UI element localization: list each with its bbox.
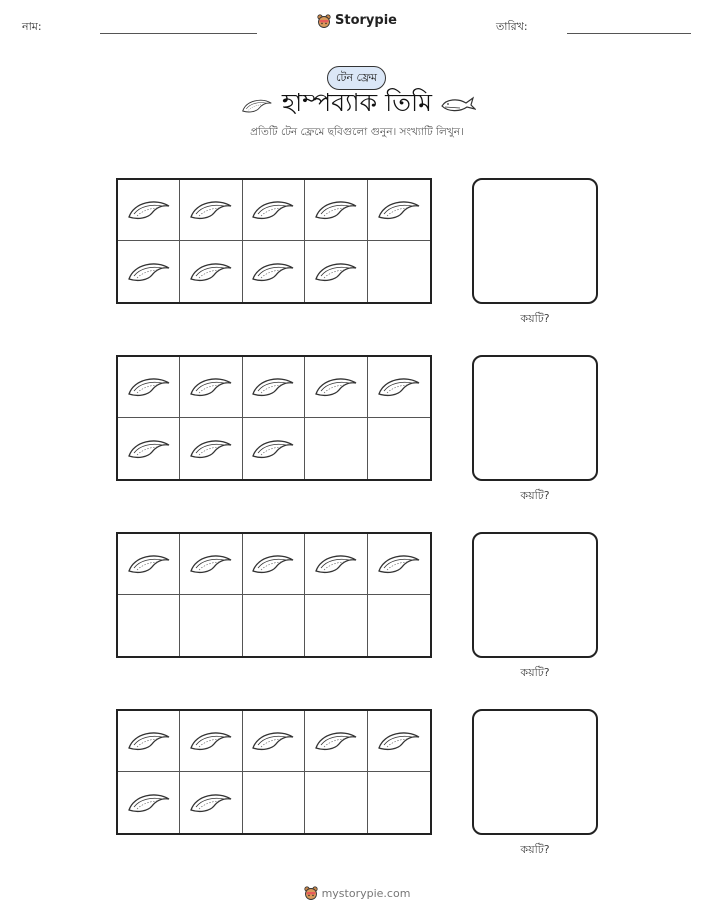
whale-fin-icon	[126, 258, 172, 286]
ten-frame-cell	[180, 180, 242, 241]
whale-fin-icon	[188, 196, 234, 224]
ten-frame-cell	[118, 357, 180, 418]
ten-frame-cell	[180, 241, 242, 302]
ten-frame-cell	[180, 772, 242, 833]
brand-name: Storypie	[335, 13, 397, 28]
whale-fin-icon	[250, 727, 296, 755]
question-label-3: কয়টি?	[520, 666, 550, 679]
ten-frame-cell	[368, 595, 430, 656]
ten-frame-cell	[118, 595, 180, 656]
footer-url: mystorypie.com	[321, 886, 411, 900]
ten-frame-cell	[305, 418, 367, 479]
ten-frame-cell	[305, 534, 367, 595]
ten-frame-cell	[305, 180, 367, 241]
whale-fin-icon	[126, 789, 172, 817]
whale-fin-icon	[313, 258, 359, 286]
ten-frame-cell	[180, 357, 242, 418]
whale-fin-icon	[126, 196, 172, 224]
ten-frame-cell	[118, 241, 180, 302]
whale-fin-icon	[126, 373, 172, 401]
whale-fin-icon	[250, 258, 296, 286]
whale-fin-icon	[250, 373, 296, 401]
bear-mascot-icon	[317, 14, 331, 28]
ten-frame-cell	[305, 241, 367, 302]
whale-fin-icon	[376, 373, 422, 401]
ten-frame-cell	[368, 772, 430, 833]
whale-fin-icon	[188, 550, 234, 578]
ten-frame-cell	[243, 180, 305, 241]
brand	[0, 13, 714, 32]
whale-fin-icon	[126, 727, 172, 755]
whale-fin-icon	[376, 550, 422, 578]
whale-fin-icon	[376, 196, 422, 224]
ten-frame-cell	[180, 595, 242, 656]
name-line[interactable]	[100, 33, 257, 34]
ten-frame-2	[116, 355, 432, 481]
whale-fin-icon	[313, 550, 359, 578]
topic-pill: টেন ফ্রেম	[327, 66, 386, 90]
ten-frame-1	[116, 178, 432, 304]
whale-fin-icon	[126, 435, 172, 463]
ten-frame-cell	[118, 418, 180, 479]
whale-fin-icon	[250, 196, 296, 224]
ten-frame-3	[116, 532, 432, 658]
ten-frame-cell	[305, 595, 367, 656]
ten-frame-cell	[368, 534, 430, 595]
question-label-2: কয়টি?	[520, 489, 550, 502]
ten-frame-cell	[368, 241, 430, 302]
whale-fin-icon	[313, 373, 359, 401]
name-label: নাম:	[22, 20, 42, 33]
date-line[interactable]	[567, 33, 691, 34]
instructions: প্রতিটি টেন ফ্রেমে ছবিগুলো গুনুন। সংখ্যাটি লিখুন।	[250, 126, 464, 138]
footer	[0, 886, 714, 903]
ten-frame-cell	[305, 357, 367, 418]
question-label-1: কয়টি?	[520, 312, 550, 325]
whale-fin-icon	[188, 789, 234, 817]
whale-fin-icon	[376, 727, 422, 755]
whale-fin-icon	[188, 435, 234, 463]
whale-fin-icon	[313, 727, 359, 755]
page-title: হাম্পব্যাক তিমি	[281, 88, 433, 117]
question-label-4: কয়টি?	[520, 843, 550, 856]
ten-frame-cell	[118, 180, 180, 241]
answer-box-2[interactable]	[472, 355, 598, 481]
ten-frame-cell	[243, 357, 305, 418]
ten-frame-cell	[305, 772, 367, 833]
ten-frame-cell	[180, 418, 242, 479]
ten-frame-cell	[243, 711, 305, 772]
bear-mascot-icon	[304, 886, 318, 900]
ten-frame-cell	[305, 711, 367, 772]
whale-icon	[440, 94, 476, 114]
ten-frame-cell	[118, 772, 180, 833]
ten-frame-cell	[243, 595, 305, 656]
ten-frame-cell	[368, 418, 430, 479]
answer-box-3[interactable]	[472, 532, 598, 658]
ten-frame-cell	[243, 772, 305, 833]
whale-fin-icon	[126, 550, 172, 578]
ten-frame-cell	[368, 711, 430, 772]
ten-frame-cell	[243, 418, 305, 479]
whale-fin-icon	[188, 258, 234, 286]
whale-fin-icon	[250, 550, 296, 578]
ten-frame-cell	[118, 534, 180, 595]
whale-fin-icon	[188, 727, 234, 755]
answer-box-1[interactable]	[472, 178, 598, 304]
ten-frame-cell	[180, 534, 242, 595]
whale-fin-icon	[313, 196, 359, 224]
ten-frame-cell	[368, 180, 430, 241]
ten-frame-cell	[118, 711, 180, 772]
ten-frame-cell	[180, 711, 242, 772]
ten-frame-4	[116, 709, 432, 835]
answer-box-4[interactable]	[472, 709, 598, 835]
date-label: তারিখ:	[496, 20, 528, 33]
whale-fin-icon	[250, 435, 296, 463]
ten-frame-cell	[243, 241, 305, 302]
ten-frame-cell	[368, 357, 430, 418]
whale-fin-icon	[188, 373, 234, 401]
ten-frame-cell	[243, 534, 305, 595]
